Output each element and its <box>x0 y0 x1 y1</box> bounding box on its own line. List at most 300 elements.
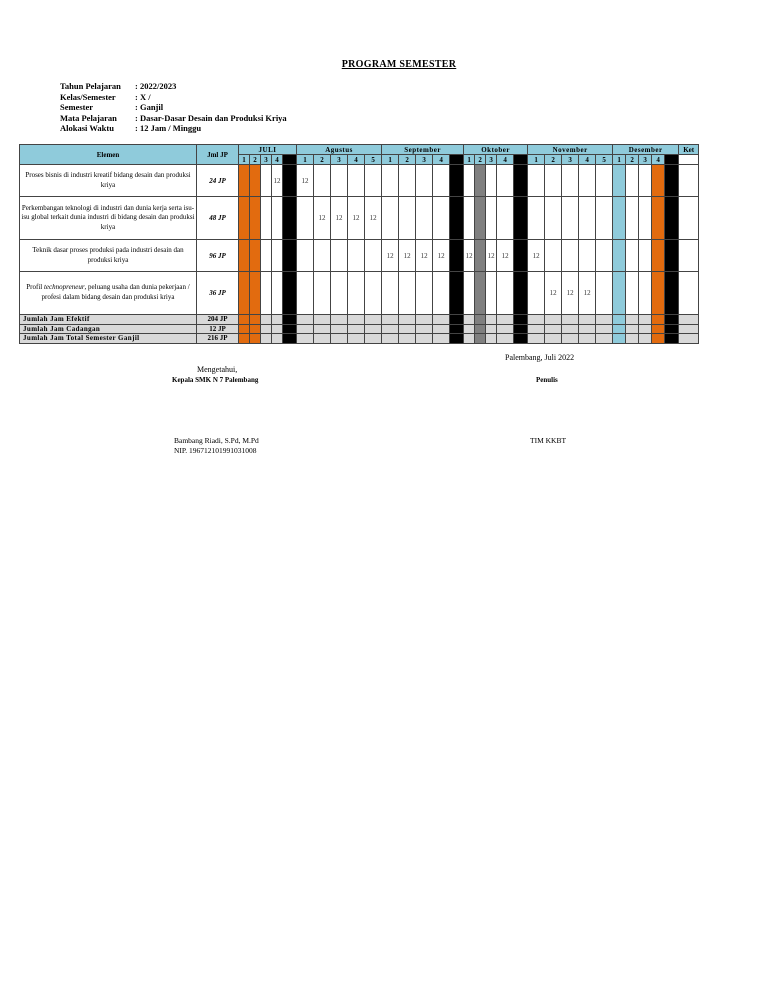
week-cell <box>528 165 545 197</box>
week-cell: 12 <box>331 197 348 240</box>
header-week: 1 <box>239 155 250 165</box>
footer-week-cell <box>497 315 514 325</box>
footer-week-cell <box>433 334 450 344</box>
footer-week-cell <box>382 315 399 325</box>
footer-week-cell <box>545 324 562 334</box>
week-cell <box>639 165 652 197</box>
week-cell <box>545 240 562 272</box>
week-cell <box>475 197 486 240</box>
header-week: 5 <box>596 155 613 165</box>
week-cell <box>652 165 665 197</box>
week-cell <box>348 272 365 315</box>
week-cell <box>665 197 679 240</box>
week-cell <box>450 197 464 240</box>
principal-nip: NIP. 196712101991031008 <box>174 446 257 455</box>
footer-week-cell <box>399 324 416 334</box>
week-cell <box>261 272 272 315</box>
footer-week-cell <box>239 334 250 344</box>
info-value: : Ganjil <box>135 102 164 113</box>
week-cell <box>450 272 464 315</box>
footer-week-cell <box>528 334 545 344</box>
week-cell <box>497 197 514 240</box>
elemen-cell: Teknik dasar proses produksi pada industri desain dan produksi kriya <box>20 240 197 272</box>
footer-value: 204 JP <box>197 315 239 325</box>
week-cell <box>331 272 348 315</box>
week-cell <box>365 240 382 272</box>
footer-week-cell <box>348 334 365 344</box>
footer-week-cell <box>665 315 679 325</box>
week-cell <box>450 165 464 197</box>
week-cell <box>297 240 314 272</box>
week-cell <box>433 272 450 315</box>
info-value: : 12 Jam / Minggu <box>135 123 202 134</box>
week-cell: 12 <box>272 165 283 197</box>
footer-week-cell <box>250 334 261 344</box>
header-jml-jp: Jml JP <box>197 145 239 165</box>
footer-week-cell <box>331 324 348 334</box>
table-row <box>20 272 699 315</box>
week-cell <box>250 272 261 315</box>
author-name: TIM KKBT <box>530 436 567 445</box>
elemen-text-suffix: , peluang usaha dan dunia pekerjaan / profesi dalam bidang desain dan produksi kriya <box>41 283 190 301</box>
footer-week-cell <box>464 324 475 334</box>
week-cell: 12 <box>433 240 450 272</box>
footer-week-cell <box>331 334 348 344</box>
footer-week-cell <box>239 324 250 334</box>
ket-cell <box>679 165 699 197</box>
footer-week-cell <box>613 315 626 325</box>
week-cell <box>272 197 283 240</box>
week-cell <box>545 197 562 240</box>
jp-cell: 24 JP <box>197 165 239 197</box>
week-cell <box>283 197 297 240</box>
footer-week-cell <box>261 334 272 344</box>
week-cell <box>626 165 639 197</box>
footer-week-cell <box>272 334 283 344</box>
week-cell <box>416 165 433 197</box>
week-cell <box>652 272 665 315</box>
footer-week-cell <box>382 334 399 344</box>
jp-cell: 36 JP <box>197 272 239 315</box>
footer-week-cell <box>314 324 331 334</box>
footer-value: 12 JP <box>197 324 239 334</box>
footer-week-cell <box>272 324 283 334</box>
footer-week-cell <box>562 334 579 344</box>
week-cell <box>283 240 297 272</box>
week-cell <box>297 197 314 240</box>
week-cell <box>486 165 497 197</box>
header-week: 1 <box>464 155 475 165</box>
week-cell: 12 <box>297 165 314 197</box>
footer-week-cell <box>579 334 596 344</box>
footer-week-cell <box>416 334 433 344</box>
footer-week-cell <box>399 334 416 344</box>
footer-week-cell <box>579 315 596 325</box>
week-cell <box>613 272 626 315</box>
footer-week-cell <box>514 324 528 334</box>
info-row <box>60 81 287 92</box>
footer-week-cell <box>475 324 486 334</box>
header-elemen: Elemen <box>20 145 197 165</box>
week-cell <box>399 272 416 315</box>
header-week: 1 <box>382 155 399 165</box>
week-cell <box>399 165 416 197</box>
footer-week-cell <box>239 315 250 325</box>
footer-week-cell <box>545 334 562 344</box>
info-row <box>60 113 287 124</box>
footer-label: Jumlah Jam Total Semester Ganjil <box>20 334 197 344</box>
header-ket: Ket <box>679 145 699 155</box>
week-cell <box>382 197 399 240</box>
week-cell <box>239 240 250 272</box>
footer-week-cell <box>486 315 497 325</box>
week-cell <box>579 165 596 197</box>
footer-value: 216 JP <box>197 334 239 344</box>
footer-week-cell <box>416 315 433 325</box>
week-cell <box>613 165 626 197</box>
week-cell: 12 <box>314 197 331 240</box>
footer-week-cell <box>283 315 297 325</box>
week-cell <box>596 197 613 240</box>
footer-week-cell <box>416 324 433 334</box>
info-label: Tahun Pelajaran <box>60 81 121 91</box>
header-week: 3 <box>639 155 652 165</box>
week-cell <box>464 197 475 240</box>
footer-week-cell <box>579 324 596 334</box>
footer-week-cell <box>514 334 528 344</box>
table-row <box>20 165 699 197</box>
elemen-cell <box>20 272 197 315</box>
footer-week-cell <box>283 334 297 344</box>
week-cell <box>514 272 528 315</box>
footer-week-cell <box>348 315 365 325</box>
header-month: Oktober <box>464 145 528 155</box>
week-cell <box>261 197 272 240</box>
week-cell <box>596 165 613 197</box>
week-cell <box>626 197 639 240</box>
header-week: 2 <box>626 155 639 165</box>
footer-week-cell <box>250 324 261 334</box>
week-cell <box>331 240 348 272</box>
footer-week-cell <box>475 315 486 325</box>
info-label: Alokasi Waktu <box>60 123 114 134</box>
footer-week-cell <box>652 334 665 344</box>
footer-week-cell <box>652 315 665 325</box>
footer-row <box>20 315 699 325</box>
week-cell <box>416 272 433 315</box>
week-cell <box>365 165 382 197</box>
week-cell <box>514 240 528 272</box>
week-cell <box>639 272 652 315</box>
week-cell <box>250 240 261 272</box>
header-week: 1 <box>613 155 626 165</box>
week-cell <box>528 197 545 240</box>
week-cell <box>464 165 475 197</box>
week-cell <box>639 197 652 240</box>
header-week: 2 <box>399 155 416 165</box>
header-week: 4 <box>348 155 365 165</box>
week-cell <box>239 272 250 315</box>
week-cell <box>514 197 528 240</box>
header-week: 4 <box>272 155 283 165</box>
place-date: Palembang, Juli 2022 <box>505 353 575 362</box>
week-cell <box>626 272 639 315</box>
week-cell <box>613 197 626 240</box>
info-value: : 2022/2023 <box>135 81 177 91</box>
week-cell <box>652 240 665 272</box>
footer-week-cell <box>596 334 613 344</box>
week-cell: 12 <box>486 240 497 272</box>
header-week: 2 <box>314 155 331 165</box>
footer-week-cell <box>314 315 331 325</box>
footer-week-cell <box>639 334 652 344</box>
jp-cell: 48 JP <box>197 197 239 240</box>
week-cell <box>639 240 652 272</box>
week-cell <box>283 165 297 197</box>
footer-week-cell <box>596 315 613 325</box>
week-cell: 12 <box>365 197 382 240</box>
footer-week-cell <box>528 324 545 334</box>
week-cell: 12 <box>399 240 416 272</box>
week-cell <box>365 272 382 315</box>
footer-week-cell <box>497 334 514 344</box>
footer-week-cell <box>613 324 626 334</box>
week-cell <box>272 272 283 315</box>
footer-week-cell <box>365 315 382 325</box>
footer-ket-cell <box>679 324 699 334</box>
week-cell <box>545 165 562 197</box>
week-cell <box>382 272 399 315</box>
week-cell <box>283 272 297 315</box>
footer-week-cell <box>613 334 626 344</box>
footer-week-cell <box>382 324 399 334</box>
footer-week-cell <box>665 334 679 344</box>
footer-week-cell <box>272 315 283 325</box>
footer-week-cell <box>331 315 348 325</box>
week-cell <box>562 240 579 272</box>
header-week: 4 <box>433 155 450 165</box>
week-cell <box>626 240 639 272</box>
header-month: September <box>382 145 464 155</box>
semester-schedule-table <box>19 144 699 344</box>
elemen-text-italic: technopreneur <box>43 283 85 292</box>
header-week: 2 <box>250 155 261 165</box>
footer-week-cell <box>626 324 639 334</box>
document-info <box>60 81 287 134</box>
header-month: Desember <box>613 145 679 155</box>
footer-week-cell <box>652 324 665 334</box>
footer-week-cell <box>450 324 464 334</box>
footer-week-cell <box>562 324 579 334</box>
footer-week-cell <box>626 334 639 344</box>
week-cell <box>486 197 497 240</box>
ket-cell <box>679 240 699 272</box>
header-week: 2 <box>545 155 562 165</box>
week-cell <box>416 197 433 240</box>
footer-week-cell <box>626 315 639 325</box>
week-cell <box>528 272 545 315</box>
header-week: 4 <box>579 155 596 165</box>
jp-cell: 96 JP <box>197 240 239 272</box>
week-cell <box>250 197 261 240</box>
header-month: Agustus <box>297 145 382 155</box>
info-label: Kelas/Semester <box>60 91 116 102</box>
header-month: November <box>528 145 613 155</box>
footer-week-cell <box>250 315 261 325</box>
week-cell <box>562 197 579 240</box>
author-role: Penulis <box>536 376 558 384</box>
week-cell <box>497 272 514 315</box>
footer-row <box>20 334 699 344</box>
week-cell <box>665 272 679 315</box>
week-cell <box>579 197 596 240</box>
header-week: 3 <box>562 155 579 165</box>
info-row <box>60 102 287 113</box>
header-ket-blank <box>679 155 699 165</box>
week-cell: 12 <box>416 240 433 272</box>
header-week: 1 <box>528 155 545 165</box>
footer-week-cell <box>528 315 545 325</box>
footer-week-cell <box>283 324 297 334</box>
header-week: 2 <box>475 155 486 165</box>
footer-week-cell <box>261 324 272 334</box>
header-week: 3 <box>261 155 272 165</box>
footer-week-cell <box>464 334 475 344</box>
week-cell: 12 <box>348 197 365 240</box>
footer-week-cell <box>450 315 464 325</box>
week-cell <box>514 165 528 197</box>
week-cell: 12 <box>562 272 579 315</box>
week-cell <box>314 165 331 197</box>
week-cell <box>652 197 665 240</box>
header-week: 1 <box>297 155 314 165</box>
header-week: 4 <box>652 155 665 165</box>
header-week <box>450 155 464 165</box>
info-label: Mata Pelajaran <box>60 112 117 123</box>
week-cell <box>331 165 348 197</box>
footer-week-cell <box>297 324 314 334</box>
week-cell <box>475 165 486 197</box>
footer-week-cell <box>639 315 652 325</box>
footer-week-cell <box>348 324 365 334</box>
footer-week-cell <box>261 315 272 325</box>
header-month: JULI <box>239 145 297 155</box>
footer-ket-cell <box>679 315 699 325</box>
week-cell <box>433 165 450 197</box>
footer-week-cell <box>486 324 497 334</box>
footer-week-cell <box>497 324 514 334</box>
table-row <box>20 240 699 272</box>
week-cell: 12 <box>497 240 514 272</box>
principal-role: Kepala SMK N 7 Palembang <box>172 376 259 384</box>
week-cell <box>272 240 283 272</box>
footer-week-cell <box>450 334 464 344</box>
footer-week-cell <box>665 324 679 334</box>
footer-week-cell <box>365 324 382 334</box>
elemen-cell: Proses bisnis di industri kreatif bidang desain dan produksi kriya <box>20 165 197 197</box>
week-cell <box>486 272 497 315</box>
footer-label: Jumlah Jam Efektif <box>20 315 197 325</box>
week-cell <box>665 240 679 272</box>
footer-week-cell <box>475 334 486 344</box>
elemen-text-prefix: Profil <box>26 283 44 292</box>
week-cell: 12 <box>545 272 562 315</box>
week-cell <box>314 272 331 315</box>
acknowledgement-label: Mengetahui, <box>197 365 238 374</box>
info-value: : X / <box>135 91 151 102</box>
footer-row <box>20 324 699 334</box>
header-week: 4 <box>497 155 514 165</box>
footer-week-cell <box>639 324 652 334</box>
header-week: 5 <box>365 155 382 165</box>
header-row-months <box>20 145 699 155</box>
week-cell <box>613 240 626 272</box>
week-cell <box>382 165 399 197</box>
week-cell: 12 <box>528 240 545 272</box>
footer-week-cell <box>596 324 613 334</box>
footer-week-cell <box>486 334 497 344</box>
week-cell <box>261 165 272 197</box>
footer-week-cell <box>314 334 331 344</box>
week-cell <box>596 272 613 315</box>
footer-label: Jumlah Jam Cadangan <box>20 324 197 334</box>
page-title: PROGRAM SEMESTER <box>341 59 457 70</box>
header-week: 3 <box>331 155 348 165</box>
info-value: : Dasar-Dasar Desain dan Produksi Kriya <box>135 112 287 123</box>
week-cell <box>348 165 365 197</box>
footer-week-cell <box>464 315 475 325</box>
header-week <box>514 155 528 165</box>
footer-week-cell <box>545 315 562 325</box>
footer-ket-cell <box>679 334 699 344</box>
week-cell <box>399 197 416 240</box>
footer-week-cell <box>433 324 450 334</box>
week-cell <box>433 197 450 240</box>
header-week <box>665 155 679 165</box>
week-cell <box>250 165 261 197</box>
info-row <box>60 92 287 103</box>
week-cell <box>579 240 596 272</box>
principal-name: Bambang Riadi, S.Pd, M.Pd <box>174 436 259 445</box>
week-cell <box>464 272 475 315</box>
week-cell: 12 <box>464 240 475 272</box>
week-cell <box>665 165 679 197</box>
footer-week-cell <box>514 315 528 325</box>
week-cell <box>497 165 514 197</box>
week-cell <box>239 165 250 197</box>
week-cell <box>475 240 486 272</box>
week-cell <box>297 272 314 315</box>
info-label: Semester <box>60 102 94 113</box>
footer-week-cell <box>297 315 314 325</box>
header-week: 3 <box>416 155 433 165</box>
week-cell <box>475 272 486 315</box>
week-cell <box>562 165 579 197</box>
week-cell <box>450 240 464 272</box>
footer-week-cell <box>562 315 579 325</box>
footer-week-cell <box>297 334 314 344</box>
footer-week-cell <box>365 334 382 344</box>
week-cell <box>261 240 272 272</box>
week-cell <box>348 240 365 272</box>
ket-cell <box>679 272 699 315</box>
footer-week-cell <box>399 315 416 325</box>
footer-week-cell <box>433 315 450 325</box>
week-cell <box>314 240 331 272</box>
info-row <box>60 123 287 134</box>
week-cell: 12 <box>382 240 399 272</box>
elemen-cell: Perkembangan teknologi di industri dan dunia kerja serta isu-isu global terkait dunia industri di bidang desain dan produksi kriya <box>20 197 197 240</box>
